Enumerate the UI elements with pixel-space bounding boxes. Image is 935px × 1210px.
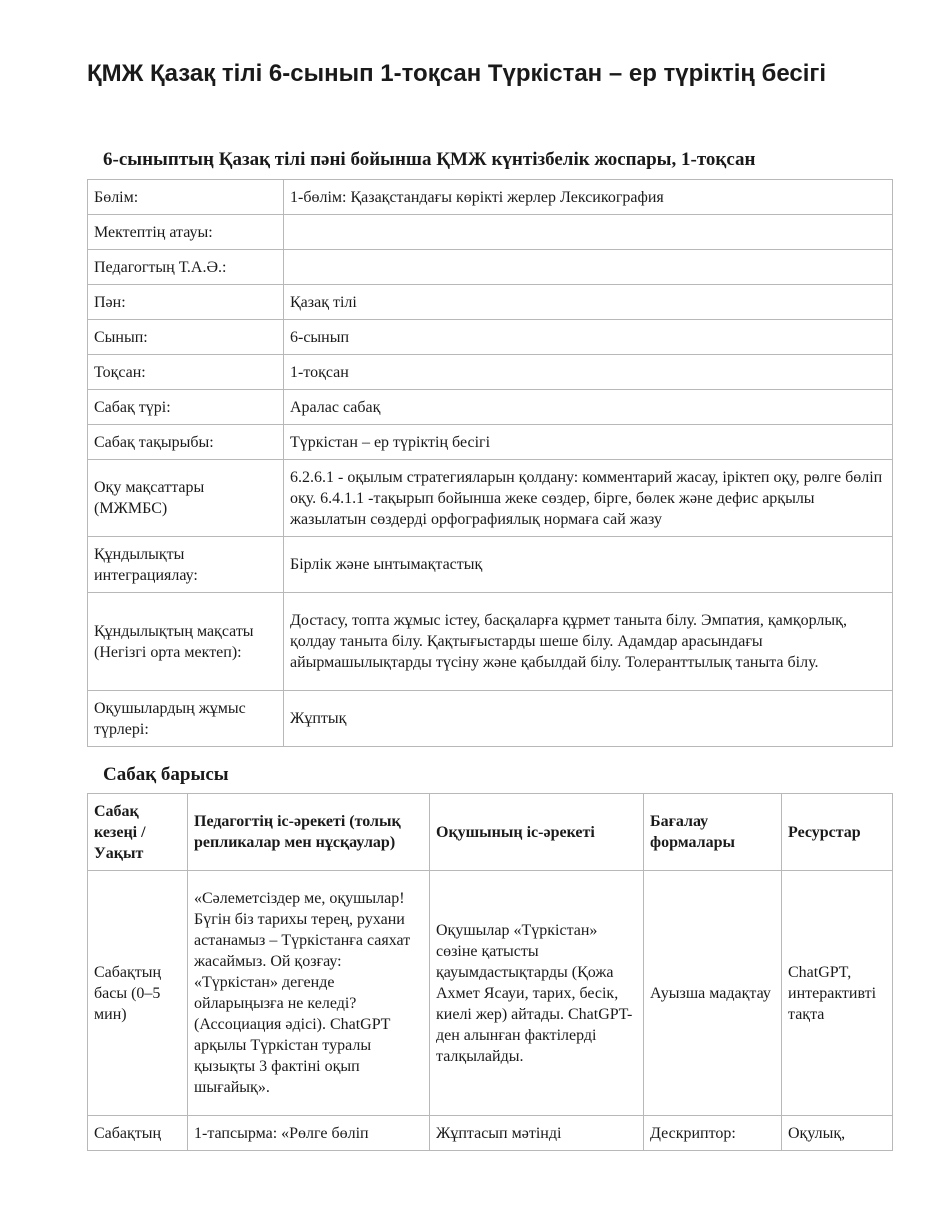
info-key: Оқушылардың жұмыс түрлері: (88, 691, 284, 747)
info-row (88, 285, 893, 320)
info-key: Құндылықтың мақсаты (Негізгі орта мектеп): (88, 593, 284, 691)
info-row (88, 320, 893, 355)
info-value: Бірлік және ынтымақтастық (284, 537, 893, 593)
info-key: Сабақ тақырыбы: (88, 425, 284, 460)
info-row (88, 180, 893, 215)
info-row (88, 460, 893, 537)
info-key: Пән: (88, 285, 284, 320)
info-key: Бөлім: (88, 180, 284, 215)
info-row (88, 250, 893, 285)
info-row (88, 425, 893, 460)
table-row (88, 871, 893, 1116)
info-value (284, 250, 893, 285)
plan-heading: 6-сыныптың Қазақ тілі пәні бойынша ҚМЖ күнтізбелік жоспары, 1-тоқсан (103, 149, 756, 170)
info-value: 6.2.6.1 - оқылым стратегияларын қолдану: комментарий жасау, іріктеп оқу, рөлге бөліп оқу. 6.4.1.1 -тақырып бойынша жеке сөздер, бірге, бөлек және дефис арқылы жазылатын сөздерді орфографиялық нормаға сай жазу (284, 460, 893, 537)
info-value: 1-тоқсан (284, 355, 893, 390)
column-header-assessment: Бағалау формалары (644, 794, 782, 871)
info-key: Сабақ түрі: (88, 390, 284, 425)
info-key: Құндылықты интеграциялау: (88, 537, 284, 593)
teacher-activity-cell: «Сәлеметсіздер ме, оқушылар! Бүгін біз тарихы терең, рухани астанамыз – Түркістанға саяхат жасаймыз. Ой қозғау: «Түркістан» дегенде ойларыңызға не келеді? (Ассоциация әдісі). ChatGPT арқылы Түркістан туралы қызықты 3 фактіні оқып шығайық». (188, 871, 430, 1116)
lesson-heading: Сабақ барысы (103, 764, 229, 785)
student-activity-cell: Жұптасып мәтінді (430, 1116, 644, 1151)
student-activity-cell: Оқушылар «Түркістан» сөзіне қатысты қауымдастықтарды (Қожа Ахмет Ясауи, тарих, бесік, киелі жер) айтады. ChatGPT-ден алынған фактілерді талқылайды. (430, 871, 644, 1116)
page-title: ҚМЖ Қазақ тілі 6-сынып 1-тоқсан Түркістан – ер түріктің бесігі (87, 60, 827, 87)
resources-cell: Оқулық, (782, 1116, 893, 1151)
info-table (87, 179, 893, 747)
assessment-cell: Ауызша мадақтау (644, 871, 782, 1116)
column-header-stage: Сабақ кезеңі / Уақыт (88, 794, 188, 871)
info-value: 6-сынып (284, 320, 893, 355)
resources-cell: ChatGPT, интерактивті тақта (782, 871, 893, 1116)
info-value: Қазақ тілі (284, 285, 893, 320)
info-row (88, 390, 893, 425)
lesson-table (87, 793, 893, 1151)
info-row (88, 593, 893, 691)
info-row (88, 691, 893, 747)
info-key: Тоқсан: (88, 355, 284, 390)
info-value: 1-бөлім: Қазақстандағы көрікті жерлер Лексикография (284, 180, 893, 215)
info-value (284, 215, 893, 250)
info-row (88, 355, 893, 390)
column-header-resources: Ресурстар (782, 794, 893, 871)
info-value: Түркістан – ер түріктің бесігі (284, 425, 893, 460)
info-key: Мектептің атауы: (88, 215, 284, 250)
teacher-activity-cell: 1-тапсырма: «Рөлге бөліп (188, 1116, 430, 1151)
lesson-header-row (88, 794, 893, 871)
table-row (88, 1116, 893, 1151)
info-key: Сынып: (88, 320, 284, 355)
info-key: Оқу мақсаттары (МЖМБС) (88, 460, 284, 537)
info-key: Педагогтың Т.А.Ә.: (88, 250, 284, 285)
column-header-teacher-activity: Педагогтің іс-әрекеті (толық репликалар мен нұсқаулар) (188, 794, 430, 871)
info-value: Аралас сабақ (284, 390, 893, 425)
info-value: Достасу, топта жұмыс істеу, басқаларға құрмет таныта білу. Эмпатия, қамқорлық, қолдау таныта білу. Қақтығыстарды шеше білу. Адамдар арасындағы айырмашылықтарды түсіну және қабылдай білу. Толеранттылық таныта білу. (284, 593, 893, 691)
assessment-cell: Дескриптор: (644, 1116, 782, 1151)
stage-cell: Сабақтың басы (0–5 мин) (88, 871, 188, 1116)
info-row (88, 537, 893, 593)
stage-cell: Сабақтың (88, 1116, 188, 1151)
info-value: Жұптық (284, 691, 893, 747)
column-header-student-activity: Оқушының іс-әрекеті (430, 794, 644, 871)
info-row (88, 215, 893, 250)
